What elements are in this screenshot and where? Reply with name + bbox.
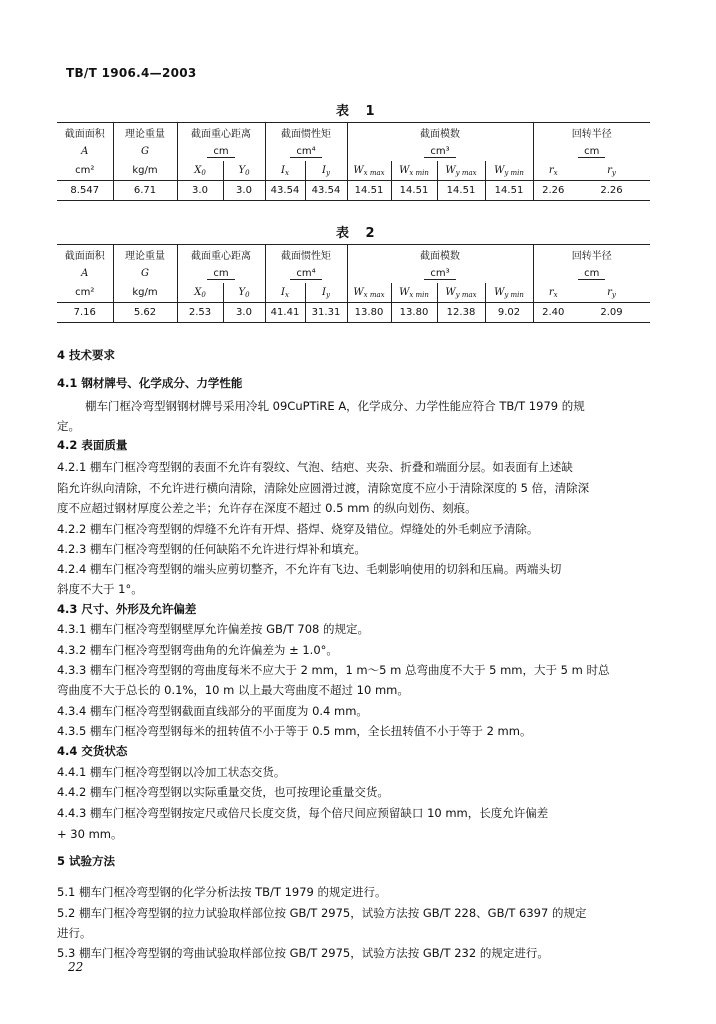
t2-sym-wymax: $W_{y max}$	[437, 283, 485, 303]
t1-cell: 14.51	[485, 181, 533, 201]
t2-sym-wymin: $W_{y min}$	[485, 283, 533, 303]
t2-cell: 31.31	[305, 303, 347, 323]
paragraph: 5.2 棚车门框冷弯型钢的拉力试验取样部位按 GB/T 2975，试验方法按 GB/T 228、GB/T 6397 的规定	[57, 906, 587, 920]
t2-sym-rx: $r_x$	[548, 286, 558, 299]
t1-sym-ry: $r_y$	[607, 164, 616, 177]
t2-h-weight-sym: G	[113, 264, 177, 283]
paragraph: 4.4.3 棚车门框冷弯型钢按定尺或倍尺长度交货，每个倍尺间应预留缺口 10 mm，长度允许偏差	[57, 806, 549, 820]
t2-sym-x0: $X_0$	[177, 283, 223, 303]
table1	[57, 122, 650, 201]
t2-h-centroid: 截面重心距离	[177, 245, 265, 265]
t2-sym-y0: $Y_0$	[223, 283, 265, 303]
t2-sym-ix: $I_x$	[265, 283, 305, 303]
t2-sym-iy: $I_y$	[305, 283, 347, 303]
t1-h-modulus-unit: cm³	[347, 142, 533, 161]
t2-sym-wxmin: $W_{x min}$	[391, 283, 437, 303]
table1-header-row-2	[57, 142, 650, 161]
t2-cell: 7.16	[57, 303, 113, 323]
section-5-heading: 5 试验方法	[57, 854, 116, 868]
t1-h-weight: 理论重量	[113, 123, 177, 143]
t1-cell: 3.0	[223, 181, 265, 201]
t1-u-weight: kg/m	[113, 161, 177, 181]
t1-sym-ix: $I_x$	[265, 161, 305, 181]
paragraph: 4.3.3 棚车门框冷弯型钢的弯曲度每米不应大于 2 mm，1 m～5 m 总弯曲度不大于 5 mm，大于 5 m 时总	[57, 663, 610, 677]
paragraph: 棚车门框冷弯型钢钢材牌号采用冷轧 09CuPTiRE A，化学成分、力学性能应符合 TB/T 1979 的规	[85, 399, 585, 413]
t1-h-modulus: 截面模数	[347, 123, 533, 143]
table2-header-row-1	[57, 245, 650, 265]
t1-h-centroid: 截面重心距离	[177, 123, 265, 143]
paragraph: 4.4.1 棚车门框冷弯型钢以冷加工状态交货。	[57, 765, 286, 779]
paragraph: 4.3.2 棚车门框冷弯型钢弯曲角的允许偏差为 ± 1.0°。	[57, 643, 338, 657]
paragraph: + 30 mm。	[57, 827, 123, 841]
table1-header-row-3	[57, 161, 650, 181]
t1-h-centroid-unit: cm	[177, 142, 265, 161]
t1-h-radius-unit: cm	[533, 142, 650, 161]
page-number: 22	[68, 960, 84, 974]
t1-cell: 43.54	[305, 181, 347, 201]
t2-h-weight: 理论重量	[113, 245, 177, 265]
t1-sym-wymax: $W_{y max}$	[437, 161, 485, 181]
paragraph: 陷允许纵向清除，不允许进行横向清除，清除处应圆滑过渡，清除宽度不应小于清除深度的 5 倍，清除深	[57, 481, 590, 495]
t1-sym-rx: $r_x$	[548, 164, 558, 177]
t2-h-modulus: 截面模数	[347, 245, 533, 265]
t2-h-inertia: 截面惯性矩	[265, 245, 347, 265]
t1-cell: 6.71	[113, 181, 177, 201]
paragraph: 4.4.2 棚车门框冷弯型钢以实际重量交货，也可按理论重量交货。	[57, 785, 389, 799]
t1-sym-x0: $X_0$	[177, 161, 223, 181]
t1-cell: 3.0	[177, 181, 223, 201]
t2-sym-ry: $r_y$	[607, 286, 616, 299]
paragraph: 度不应超过钢材厚度公差之半；允许存在深度不超过 0.5 mm 的纵向划伤、刻痕。	[57, 501, 477, 515]
t2-h-area-sym: A	[57, 264, 113, 283]
t2-h-radius-unit: cm	[533, 264, 650, 283]
paragraph: 弯曲度不大于总长的 0.1%，10 m 以上最大弯曲度不超过 10 mm。	[57, 683, 409, 697]
t1-h-inertia: 截面惯性矩	[265, 123, 347, 143]
t2-cell: 9.02	[485, 303, 533, 323]
table2	[57, 244, 650, 323]
t2-sym-wxmax: $W_{x max}$	[347, 283, 391, 303]
table1-caption: 表 1	[336, 104, 381, 119]
paragraph: 4.3.4 棚车门框冷弯型钢截面直线部分的平面度为 0.4 mm。	[57, 704, 368, 718]
t2-cell: 3.0	[223, 303, 265, 323]
standard-header: TB/T 1906.4—2003	[66, 66, 197, 80]
t2-cell: 13.80	[391, 303, 437, 323]
paragraph: 4.2.3 棚车门框冷弯型钢的任何缺陷不允许进行焊补和填充。	[57, 542, 366, 556]
paragraph: 4.2.2 棚车门框冷弯型钢的焊缝不允许有开焊、搭焊、烧穿及错位。焊缝处的外毛刺应予清除。	[57, 522, 539, 536]
table1-data-row	[57, 181, 650, 201]
paragraph: 定。	[57, 419, 80, 433]
t2-u-weight: kg/m	[113, 283, 177, 303]
t1-sym-wxmax: $W_{x max}$	[347, 161, 391, 181]
t2-u-area: cm²	[57, 283, 113, 303]
table2-header-row-3	[57, 283, 650, 303]
t2-cell: 13.80	[347, 303, 391, 323]
paragraph: 4.2.4 棚车门框冷弯型钢的端头应剪切整齐，不允许有飞边、毛刺影响使用的切斜和压扁。两端头切	[57, 562, 562, 576]
t2-cell: 2.09	[573, 303, 650, 323]
t1-h-area: 截面面积	[57, 123, 113, 143]
t1-sym-wxmin: $W_{x min}$	[391, 161, 437, 181]
paragraph: 4.3.1 棚车门框冷弯型钢壁厚允许偏差按 GB/T 708 的规定。	[57, 622, 370, 636]
table1-header-row-1	[57, 123, 650, 143]
t1-h-weight-sym: G	[113, 142, 177, 161]
t2-h-centroid-unit: cm	[177, 264, 265, 283]
t1-h-radius: 回转半径	[571, 129, 612, 140]
t2-h-inertia-unit: cm⁴	[265, 264, 347, 283]
section-4-2-heading: 4.2 表面质量	[57, 438, 128, 452]
paragraph: 4.3.5 棚车门框冷弯型钢每米的扭转值不小于等于 0.5 mm，全长扭转值不小于等于 2 mm。	[57, 724, 532, 738]
t1-cell: 14.51	[347, 181, 391, 201]
table2-caption: 表 2	[336, 226, 381, 241]
section-4-1-heading: 4.1 钢材牌号、化学成分、力学性能	[57, 376, 243, 390]
section-4-4-heading: 4.4 交货状态	[57, 744, 128, 758]
t2-h-radius: 回转半径	[571, 251, 612, 262]
t2-cell: 2.40	[533, 303, 573, 323]
t1-cell: 43.54	[265, 181, 305, 201]
section-4-3-heading: 4.3 尺寸、外形及允许偏差	[57, 602, 197, 616]
paragraph: 5.3 棚车门框冷弯型钢的弯曲试验取样部位按 GB/T 2975，试验方法按 GB/T 232 的规定进行。	[57, 946, 549, 960]
t2-cell: 41.41	[265, 303, 305, 323]
paragraph: 进行。	[57, 926, 92, 940]
t2-h-area: 截面面积	[57, 245, 113, 265]
t1-h-inertia-unit: cm⁴	[265, 142, 347, 161]
t1-cell: 2.26	[533, 181, 573, 201]
table2-data-row	[57, 303, 650, 323]
section-4-heading: 4 技术要求	[57, 348, 116, 362]
t1-cell: 8.547	[57, 181, 113, 201]
t2-cell: 5.62	[113, 303, 177, 323]
t1-sym-iy: $I_y$	[305, 161, 347, 181]
t1-sym-y0: $Y_0$	[223, 161, 265, 181]
t2-cell: 2.53	[177, 303, 223, 323]
t1-h-area-sym: A	[57, 142, 113, 161]
paragraph: 5.1 棚车门框冷弯型钢的化学分析法按 TB/T 1979 的规定进行。	[57, 885, 387, 899]
t2-cell: 12.38	[437, 303, 485, 323]
t1-cell: 14.51	[437, 181, 485, 201]
paragraph: 斜度不大于 1°。	[57, 582, 143, 596]
t1-cell: 14.51	[391, 181, 437, 201]
table2-header-row-2	[57, 264, 650, 283]
t1-cell: 2.26	[573, 181, 650, 201]
t2-h-modulus-unit: cm³	[347, 264, 533, 283]
paragraph: 4.2.1 棚车门框冷弯型钢的表面不允许有裂纹、气泡、结疤、夹杂、折叠和端面分层。如表面有上述缺	[57, 460, 573, 474]
t1-u-area: cm²	[57, 161, 113, 181]
t1-sym-wymin: $W_{y min}$	[485, 161, 533, 181]
